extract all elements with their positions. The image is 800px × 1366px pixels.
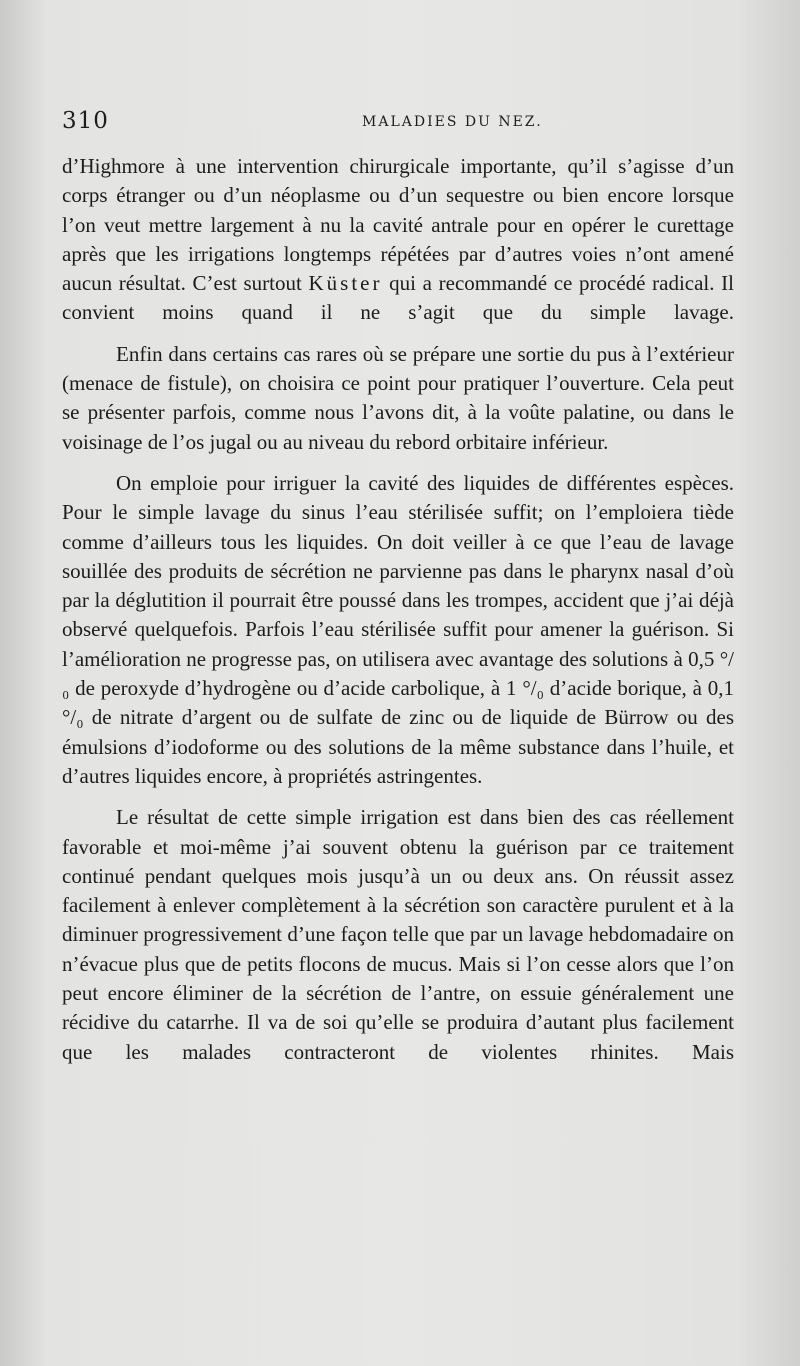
body-text xyxy=(62,152,734,1067)
page-header xyxy=(62,108,738,140)
paragraph-4: Le résultat de cette simple irrigation est dans bien des cas réellement favorable et moi-même j’ai souvent obtenu la guérison par ce traitement continué pendant quelques mois jusqu’à un ou deux ans. On réussit assez facilement à enlever complètement à la sécrétion son caractère purulent et à la diminuer progressivement d’une façon telle que par un lavage hebdomadaire on n’évacue plus que de petits flocons de mucus. Mais si l’on cesse alors que l’on peut encore éliminer de la sécrétion de l’antre, on essuie généralement une récidive du catarrhe. Il va de soi qu’elle se produira d’autant plus facilement que les malades contracteront de violentes rhinites. Mais xyxy=(62,805,734,1064)
paragraph-2: Enfin dans certains cas rares où se prépare une sortie du pus à l’extérieur (menace de fistule), on choisira ce point pour pratiquer l’ouverture. Cela peut se présenter parfois, comme nous l’avons dit, à la voûte palatine, ou dans le voisinage de l’os jugal ou au niveau du rebord orbitaire inférieur. xyxy=(62,341,734,454)
page-number: 310 xyxy=(62,108,109,134)
running-title: MALADIES DU NEZ. xyxy=(362,114,543,130)
author-name-kuster: Küster xyxy=(308,271,383,296)
paragraph-1-text-after: qui a recommandé ce procédé radical. Il convient moins quand il ne s’agit que du simple lavage. xyxy=(62,271,734,325)
paragraph-1 xyxy=(62,152,734,328)
paragraph-1-text-before: d’Highmore à une intervention chirurgicale importante, qu’il s’agisse d’un corps étranger ou d’un néoplasme ou d’un sequestre ou bien encore lorsque l’on veut mettre largement à nu la cavité antrale pour en opérer le curettage après que les irrigations longtemps répétées par d’autres voies n’ont amené aucun résultat. C’est surtout xyxy=(62,154,734,296)
paragraph-3: On emploie pour irriguer la cavité des liquides de différentes espèces. Pour le simple lavage du sinus l’eau stérilisée suffit; on l’emploiera tiède comme d’ailleurs tous les liquides. On doit veiller à ce que l’eau de lavage souillée des produits de sécrétion ne parvienne pas dans le pharynx nasal d’où par la déglutition il pourrait être poussé dans les trompes, accident que j’ai déjà observé quelquefois. Parfois l’eau stérilisée suffit pour amener la guérison. Si l’amélioration ne progresse pas, on utilisera avec avantage des solutions à 0,5 °/₀ de peroxyde d’hydrogène ou d’acide carbolique, à 1 °/₀ d’acide borique, à 0,1 °/₀ de nitrate d’argent ou de sulfate de zinc ou de liquide de Bürrow ou des émulsions d’iodoforme ou des solutions de la même substance dans l’huile, et d’autres liquides encore, à propriétés astringentes. xyxy=(62,470,734,788)
